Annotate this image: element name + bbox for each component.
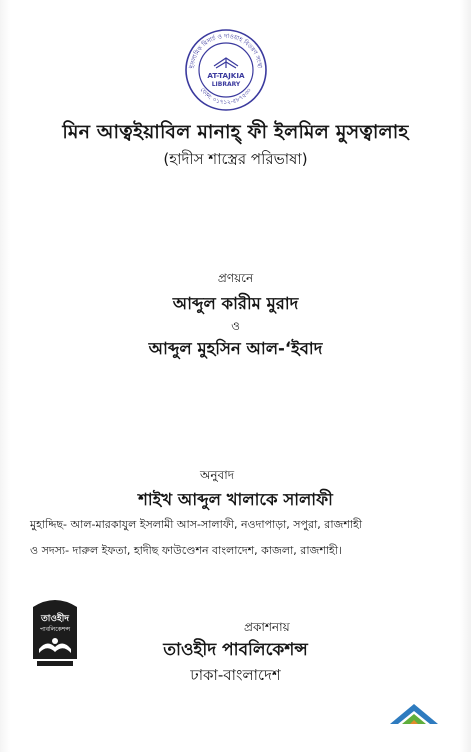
stamp-name-line1: AT-TAJKIA <box>207 71 245 80</box>
publisher-logo-top-text: তাওহীদ <box>40 614 70 624</box>
book-subtitle: (হাদীস শাস্ত্রের পরিভাষা) <box>163 150 308 168</box>
author-2: আব্দুল মুহসিন আল-‘ইবাদ <box>148 339 323 358</box>
author-conjunction: ও <box>231 319 240 333</box>
publisher-logo-bottom-text: পাবলিকেশন্স <box>39 626 71 633</box>
translator-affiliation-1: মুহাদ্দিছ- আল-মারকাযুল ইসলামী আস-সালাফী, নওদাপাড়া, সপুরা, রাজশাহী <box>30 518 362 531</box>
publication-place: ঢাকা-বাংলাদেশ <box>190 666 281 684</box>
publication-label: প্রকাশনায় <box>244 620 290 634</box>
book-title: মিন আত্বইয়াবিল মানাহ্ ফী ইলমিল মুসত্বালাহ <box>62 121 409 143</box>
stamp-ring-top-text: ইসলামিক রিসার্চ ও দাওয়াহ বিতরণ সংস্থা <box>189 32 264 69</box>
book-stack-stamp-icon <box>214 58 238 68</box>
triangle-logo-icon <box>388 700 440 726</box>
translator-affiliation-2: ও সদস্য- দারুল ইফতা, হাদীছ ফাউণ্ডেশন বাংলাদেশ, কাজলা, রাজশাহী। <box>30 544 342 557</box>
authorship-label: প্রণয়নে <box>217 271 254 285</box>
author-1: আব্দুল কারীম মুরাদ <box>172 294 299 313</box>
translator-name: শাইখ আব্দুল খালাকে সালাফী <box>138 490 333 509</box>
stamp-ring-bottom-text: ফোন: ০১৭১২-৫৮৭৫৩০ <box>198 86 254 107</box>
publisher-name: তাওহীদ পাবলিকেশন্স <box>163 640 308 660</box>
library-stamp <box>184 28 268 112</box>
stamp-name-line2: LIBRARY <box>211 81 241 88</box>
translation-label: অনুবাদ <box>200 468 235 482</box>
